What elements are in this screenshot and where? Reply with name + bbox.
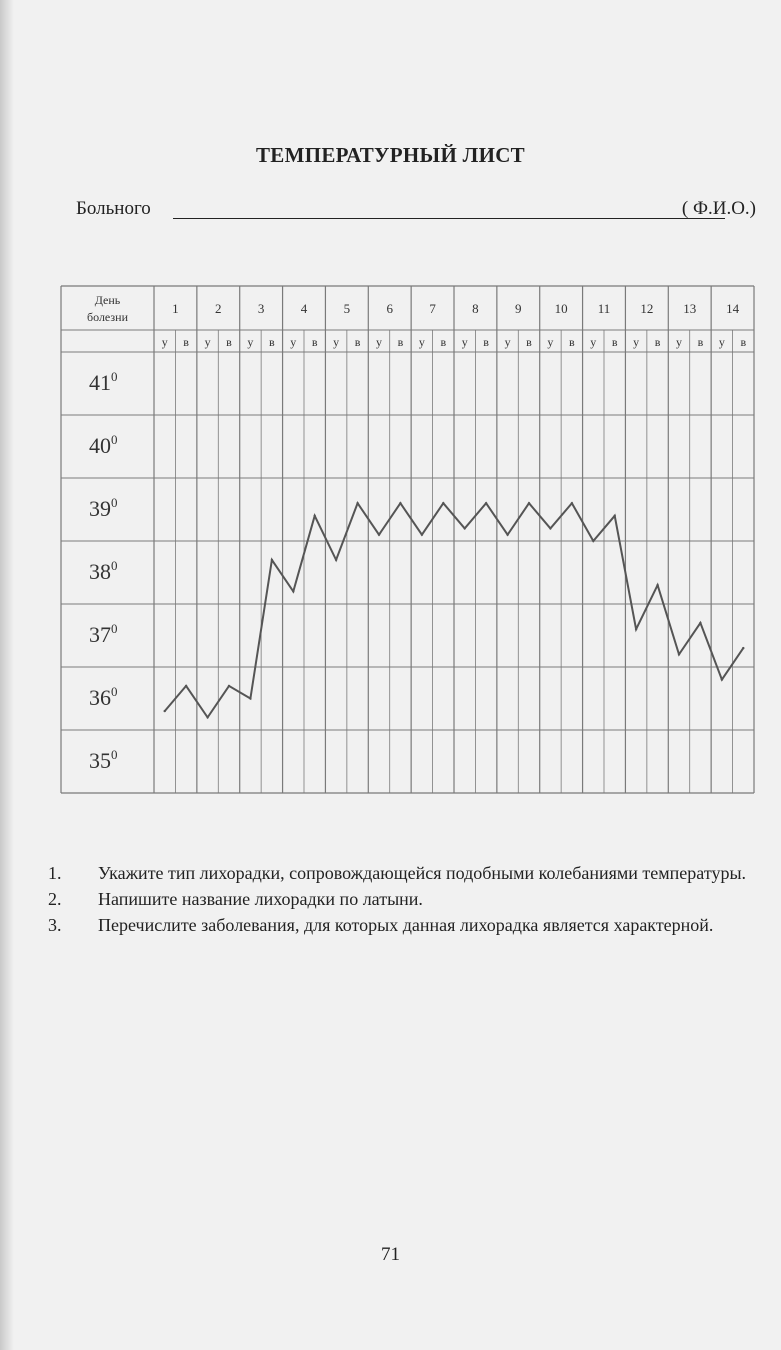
slot-label: у — [461, 335, 468, 349]
question-item — [48, 888, 768, 910]
slot-label: у — [718, 335, 725, 349]
slot-label: у — [376, 335, 382, 349]
temperature-point — [464, 527, 466, 529]
day-number-label: 8 — [472, 301, 479, 316]
slot-label: в — [526, 335, 532, 349]
slot-label: в — [440, 335, 447, 349]
temperature-label: $38^0$ — [89, 558, 118, 584]
temperature-point — [271, 559, 273, 561]
day-number-label: 6 — [386, 301, 393, 316]
temperature-label: $40^0$ — [89, 432, 118, 458]
temperature-point — [356, 502, 358, 504]
question-text: Напишите название лихорадки по латыни. — [98, 889, 423, 909]
temperature-point — [206, 716, 208, 718]
slot-label: у — [333, 335, 340, 349]
day-header-label: болезни — [87, 310, 128, 324]
temperature-point — [378, 534, 380, 536]
temperature-label: $36^0$ — [89, 684, 118, 710]
questions-list — [48, 862, 768, 940]
question-number: 1. — [48, 863, 62, 883]
day-number-label: 14 — [726, 301, 740, 316]
slot-label: в — [397, 335, 404, 349]
slot-label: у — [590, 335, 597, 349]
slot-label: в — [311, 335, 318, 349]
question-text: Укажите тип лихорадки, сопровождающейся подобными колебаниями температуры. — [98, 863, 747, 883]
day-number-label: 3 — [257, 301, 265, 316]
slot-label: в — [354, 335, 361, 349]
slot-label: в — [483, 335, 489, 349]
question-item — [48, 862, 768, 884]
day-number-label: 4 — [300, 301, 308, 316]
chart-labels — [87, 293, 746, 773]
question-number: 2. — [48, 889, 62, 909]
day-header-label: День — [94, 293, 121, 307]
page-number: 71 — [381, 1244, 400, 1265]
temperature-point — [442, 502, 444, 504]
temperature-point — [185, 685, 187, 687]
day-number-label: 1 — [172, 301, 179, 316]
temperature-point — [742, 647, 744, 649]
temperature-point — [506, 534, 508, 536]
temperature-point — [592, 540, 594, 542]
day-number-label: 9 — [515, 301, 522, 316]
temperature-label: $35^0$ — [89, 747, 118, 773]
temperature-point — [528, 502, 530, 504]
patient-fio-hint: ( Ф.И.О.) — [681, 198, 756, 219]
temperature-label: $41^0$ — [89, 369, 118, 395]
temperature-point — [549, 527, 551, 529]
day-number-label: 12 — [640, 301, 654, 316]
slot-label: в — [611, 335, 618, 349]
temperature-point — [164, 710, 166, 712]
slot-label: у — [547, 335, 554, 349]
temperature-point — [314, 515, 316, 517]
temperature-point — [721, 678, 723, 680]
chart-grid — [61, 286, 754, 793]
temperature-point — [635, 628, 637, 630]
page-title: ТЕМПЕРАТУРНЫЙ ЛИСТ — [256, 143, 525, 167]
day-number-label: 10 — [554, 301, 568, 316]
slot-label: у — [161, 335, 168, 349]
slot-label: у — [247, 335, 254, 349]
temperature-label: $37^0$ — [89, 621, 118, 647]
temperature-point — [399, 502, 401, 504]
temperature-point — [292, 590, 294, 592]
slot-label: в — [697, 335, 704, 349]
slot-label: в — [183, 335, 189, 349]
temperature-point — [699, 622, 701, 624]
day-number-label: 13 — [683, 301, 697, 316]
slot-label: в — [269, 335, 275, 349]
slot-label: у — [676, 335, 682, 349]
temperature-point — [249, 697, 251, 699]
temperature-point — [614, 515, 616, 517]
day-number-label: 5 — [343, 301, 351, 316]
slot-label: у — [504, 335, 511, 349]
temperature-point — [335, 559, 337, 561]
day-number-label: 2 — [215, 301, 222, 316]
temperature-point — [656, 584, 658, 586]
slot-label: у — [633, 335, 640, 349]
day-number-label: 7 — [429, 301, 436, 316]
temperature-point — [485, 502, 487, 504]
slot-label: в — [569, 335, 575, 349]
question-text: Перечислите заболевания, для которых данная лихорадка является характерной. — [98, 915, 714, 935]
slot-label: в — [654, 335, 661, 349]
slot-label: в — [226, 335, 232, 349]
temperature-point — [571, 502, 573, 504]
slot-label: у — [204, 335, 211, 349]
slot-label: у — [290, 335, 297, 349]
slot-label: в — [740, 335, 747, 349]
day-number-label: 11 — [597, 301, 611, 316]
patient-label: Больного — [76, 198, 151, 219]
temperature-label: $39^0$ — [89, 495, 118, 521]
temperature-point — [678, 653, 680, 655]
question-number: 3. — [48, 915, 62, 935]
temperature-point — [421, 534, 423, 536]
temperature-point — [228, 685, 230, 687]
slot-label: у — [418, 335, 425, 349]
question-item — [48, 914, 768, 936]
